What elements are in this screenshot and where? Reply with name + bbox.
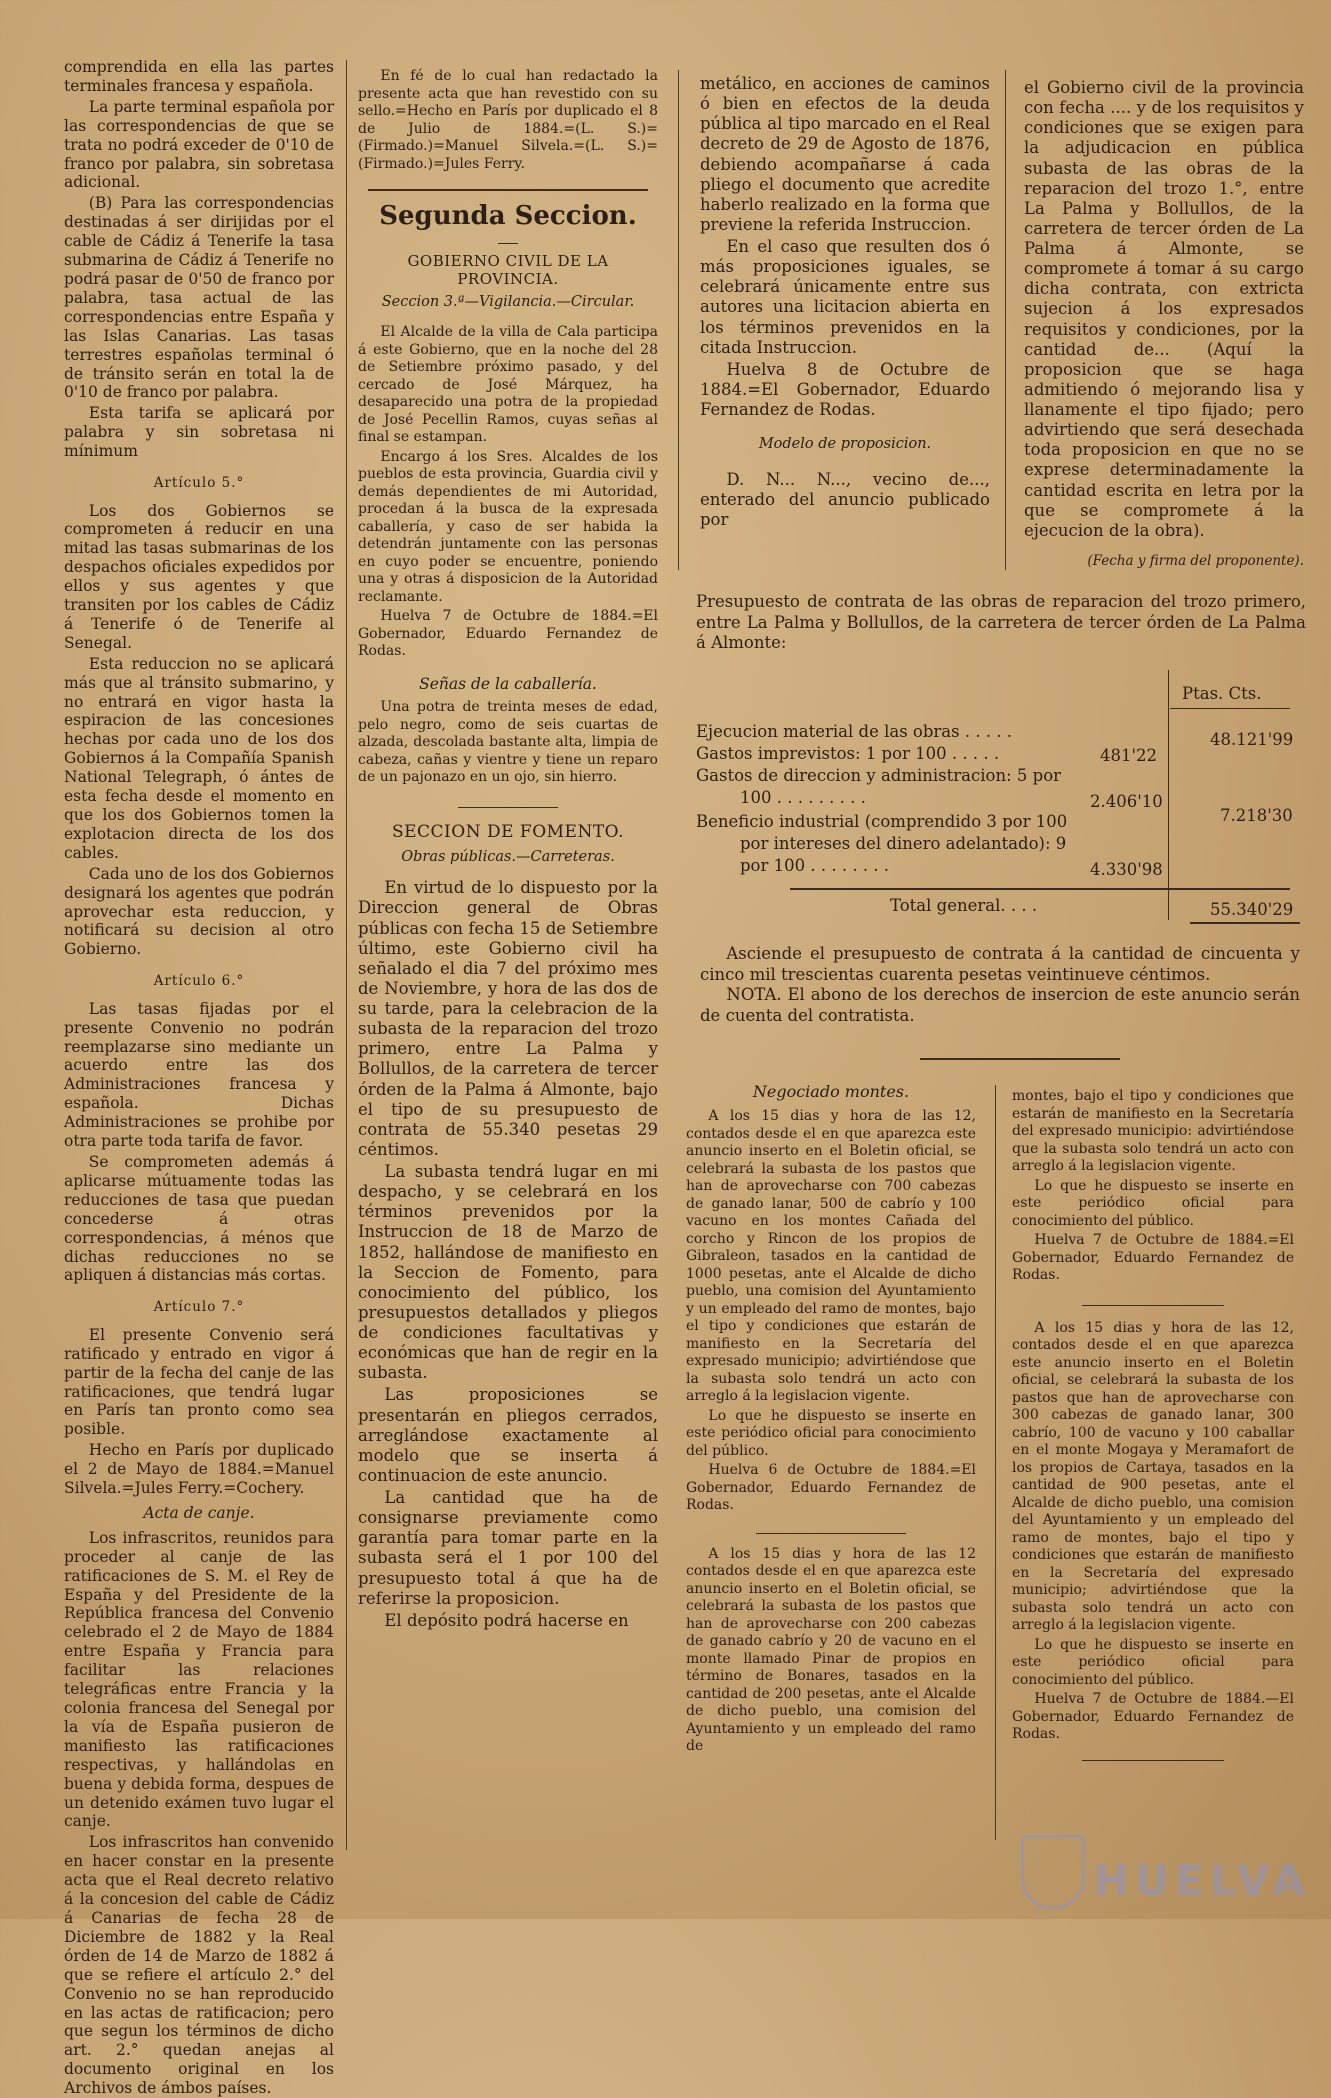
paragraph: Presupuesto de contrata de las obras de reparacion del trozo primero, entre La Palma y Bollullos, de la carretera de tercer órden de La Palma á Almonte: xyxy=(696,592,1306,653)
paragraph: A los 15 dias y hora de las 12, contados desde el en que aparezca este anuncio inserto en el Boletin oficial, se celebrará la subasta de los pastos que han de aprovecharse con 700 cabezas de ganado lanar, 500 de cabrío y 100 vacuno en los montes Cañada del corcho y Rincon de los propios de Gibraleon, tasados en la cantidad de 1000 pesetas, ante el Alcalde de dicho pueblo, una comision del Ayuntamiento y un empleado del ramo de montes, bajo el tipo y condiciones que estarán de manifiesto en la Secretaría del expresado municipio; advirtiéndose que la subasta solo tendrá un acto con arreglo á la legislacion vigente. xyxy=(686,1108,976,1404)
section-title: Modelo de proposicion. xyxy=(758,436,932,453)
paragraph: A los 15 dias y hora de las 12 contados desde el en que aparezca este anuncio inserto en el Boletin oficial, se celebrará la subasta de los pastos que han de aprovecharse con 200 cabezas de ganado cabrío y 20 de vacuno en el monte llamado Pinar de propios en término de Bonares, tasados en la cantidad de 200 pesetas, ante el Alcalde de dicho pueblo, una comision del Ayuntamiento y un empleado del ramo de xyxy=(686,1545,976,1754)
column-rule xyxy=(678,70,679,570)
paragraph: Huelva 7 de Octubre de 1884.=El Gobernador, Eduardo Fernandez de Rodas. xyxy=(358,608,658,659)
montes-column-left xyxy=(686,1082,976,1756)
table-header: Ptas. Cts. xyxy=(1182,684,1262,703)
total-value: 55.340'29 xyxy=(1210,900,1294,919)
table-row: Ejecucion material de las obras . . . . . xyxy=(696,722,1013,741)
paragraph: Huelva 8 de Octubre de 1884.=El Gobernador, Eduardo Fernandez de Rodas. xyxy=(700,359,990,419)
paragraph: el Gobierno civil de la provincia con fecha .... y de los requisitos y condiciones que se exigen para la adjudicacion en pública subasta de las obras de la reparacion del trozo 1.°, entre La Palma y Bollullos, de la carretera de tercer órden de La Palma á Almonte, se compromete á tomar á su cargo dicha contrata, con extricta sujecion á los expresados requisitos y condiciones, por la cantidad de... (Aquí la proposicion que se haga admitiendo ó mejorando lisa y llanamente el tipo fijado; pero advirtiendo que será desechada toda proposicion en que no se exprese determinadamente la cantidad escrita en letra por la que se compromete á la ejecucion de la obra). xyxy=(1024,78,1304,540)
paragraph: A los 15 dias y hora de las 12, contados desde el en que aparezca este anuncio inserto en el Boletin oficial, se celebrará la subasta de los pastos que han de aprovecharse con 300 cabezas de ganado lanar, 300 cabrío, 100 de vacuno y 100 caballar en el monte Mogaya y Meramafort de los propios de Cartaya, tasados en la cantidad de 900 pesetas, ante el Alcalde de dicho pueblo, una comision del Ayuntamiento y un empleado del ramo de montes, bajo el tipo y condiciones que estarán de manifiesto en la Secretaría del expresado municipio; advirtiéndose que la subasta solo tendrá un acto con arreglo á la legislacion vigente. xyxy=(1012,1319,1294,1633)
shield-icon xyxy=(1021,1835,1085,1909)
paragraph: Huelva 7 de Octubre de 1884.=El Gobernador, Eduardo Fernandez de Rodas. xyxy=(1012,1232,1294,1283)
table-row: por intereses del dinero adelantado): 9 xyxy=(740,834,1067,853)
article-heading: Artículo 5.° xyxy=(153,475,245,492)
paragraph: Los dos Gobiernos se comprometen á reducir en una mitad las tasas submarinas de los despachos oficiales expedidos por ellos y sus agentes y que transiten por los cables de Cádiz á Tenerife ó de Tenerife al Senegal. xyxy=(64,501,334,652)
paragraph: En el caso que resulten dos ó más proposiciones iguales, se celebrará únicamente entre sus autores una licitacion abierta en los términos prevenidos en la citada Instruccion. xyxy=(700,237,990,357)
table-cell: 48.121'99 xyxy=(1210,730,1294,749)
column-2 xyxy=(358,68,658,1631)
column-4 xyxy=(1024,78,1304,569)
library-stamp xyxy=(1011,1835,1311,1905)
budget-notes xyxy=(700,944,1300,1027)
section-title: Negociado montes. xyxy=(752,1082,910,1101)
paragraph: comprendida en ella las partes terminales francesa y española. xyxy=(64,58,334,95)
paragraph: En virtud de lo dispuesto por la Direccion general de Obras públicas con fecha 15 de Setiembre último, este Gobierno civil ha señalado el dia 7 del próximo mes de Noviembre, y hora de las dos de su tarde, para la celebracion de la subasta de la reparacion del trozo primero, entre La Palma y Bollullos, de la carretera de tercer órden de la Palma á Almonte, bajo el tipo de su presupuesto de contrata de 55.340 pesetas 29 céntimos. xyxy=(358,878,658,1159)
paragraph: El presente Convenio será ratificado y entrado en vigor á partir de la fecha del canje de las ratificaciones, que tendrá lugar en París tan pronto como sea posible. xyxy=(64,1325,334,1439)
section-title: Señas de la caballería. xyxy=(419,674,597,693)
paragraph: Cada uno de los dos Gobiernos designará los agentes que podrán aprovechar esta reduccion, y notificará su decision al otro Gobierno. xyxy=(64,864,334,959)
paragraph: El Alcalde de la villa de Cala participa á este Gobierno, que en la noche del 28 de Setiembre próximo pasado, y del cercado de José Márquez, ha desaparecido una potra de la propiedad de José Pecellin Ramos, cuyas señas al final se estampan. xyxy=(358,324,658,445)
paragraph: Los infrascritos han convenido en hacer constar en la presente acta que el Real decreto relativo á la concesion del cable de Cádiz á Canarias de fecha 28 de Diciembre de 1882 y la Real órden de 14 de Marzo de 1882 á que se refiere el artículo 2.° del Convenio no se han reproducido en las actas de ratificacion; pero que segun los términos de dicho art. 2.° quedan anejas al documento original en los Archivos de ámbos países. xyxy=(64,1833,334,2098)
paragraph: montes, bajo el tipo y condiciones que estarán de manifiesto en la Secretaría del expresado municipio: advirtiéndose que la subasta solo tendrá un acto con arreglo á la legislacion vigente. xyxy=(1012,1088,1294,1174)
paragraph: Una potra de treinta meses de edad, pelo negro, como de seis cuartas de alzada, descolada bastante alta, limpia de cabeza, cañas y vientre y tiene un reparo de un pajonazo en un ojo, sin hierro. xyxy=(358,699,658,786)
paragraph: (B) Para las correspondencias destinadas á ser dirijidas por el cable de Cádiz á Tenerife la tasa submarina de Cádiz á Tenerife no podrá pasar de 0'50 de franco por palabra, tasa actual de las correspondencias entre España y las Islas Canarias. Las tasas terrestres españolas terminal ó de tránsito serán en total la de 0'10 de franco por palabra. xyxy=(64,194,334,402)
column-3 xyxy=(700,74,990,530)
table-cell: 2.406'10 xyxy=(1090,792,1163,811)
table-row: por 100 . . . . . . . . xyxy=(740,856,890,875)
total-label: Total general. . . . xyxy=(890,896,1038,915)
section-heading: SECCION DE FOMENTO. xyxy=(391,821,625,842)
divider xyxy=(1082,1760,1224,1761)
paragraph: Encargo á los Sres. Alcaldes de los pueblos de esta provincia, Guardia civil y demás dependientes de mi Autoridad, procedan á la busca de la expresada caballería, y caso de ser habida la detendrán juntamente con las personas en cuyo poder se encuentre, poniendo una y otras á disposicion de la Autoridad reclamante. xyxy=(358,448,658,605)
paragraph: metálico, en acciones de caminos ó bien en efectos de la deuda pública al tipo marcado en el Real decreto de 29 de Agosto de 1876, debiendo acompañarse á cada pliego el documento que acredite haberlo realizado en la forma que previene la referida Instruccion. xyxy=(700,74,990,234)
divider xyxy=(1190,922,1300,924)
paragraph: Huelva 6 de Octubre de 1884.=El Gobernador, Eduardo Fernandez de Rodas. xyxy=(686,1462,976,1513)
table-row: Gastos de direccion y administracion: 5 por xyxy=(696,766,1062,785)
section-subheading: Obras públicas.—Carreteras. xyxy=(401,848,615,865)
table-cell: 481'22 xyxy=(1100,746,1158,765)
divider xyxy=(790,888,1290,890)
column-rule xyxy=(346,60,347,1850)
paragraph: Las proposiciones se presentarán en pliegos cerrados, arreglándose exactamente al modelo que se inserta á continuacion de este anuncio. xyxy=(358,1385,658,1485)
column-1 xyxy=(64,58,334,2098)
budget-table xyxy=(690,670,1310,930)
paragraph: Esta tarifa se aplicará por palabra y sin sobretasa ni mínimum xyxy=(64,404,334,461)
brace xyxy=(1168,670,1169,920)
table-row: 100 . . . . . . . . . xyxy=(740,788,866,807)
paragraph: Asciende el presupuesto de contrata á la cantidad de cincuenta y cinco mil trescientas cuarenta pesetas veintinueve céntimos. xyxy=(700,944,1300,984)
section-subheading: Seccion 3.ª—Vigilancia.—Circular. xyxy=(381,294,635,311)
paragraph: Se comprometen además á aplicarse mútuamente todas las reducciones de tasa que puedan concederse á otras correspondencias, á ménos que dichas reducciones no se apliquen á distancias más cortas. xyxy=(64,1152,334,1285)
paragraph: Huelva 7 de Octubre de 1884.—El Gobernador, Eduardo Fernandez de Rodas. xyxy=(1012,1691,1294,1742)
table-row: Gastos imprevistos: 1 por 100 . . . . . xyxy=(696,744,1000,763)
paragraph: Lo que he dispuesto se inserte en este periódico oficial para conocimiento del público. xyxy=(1012,1636,1294,1688)
paragraph: Esta reduccion no se aplicará más que al tránsito submarino, y no entrará en vigor hasta la espiracion de las concesiones hechas por cada uno de los dos Gobiernos á la Compañía Spanish National Telegraph, ó ántes de esta fecha desde el momento en que los dos Gobiernos tomen la explotacion directa de los dos cables. xyxy=(64,654,334,862)
paragraph: La parte terminal española por las correspondencias de que se trata no podrá exceder de 0'10 de franco por palabra, sin sobretasa adicional. xyxy=(64,97,334,192)
divider xyxy=(368,189,648,191)
paragraph: Lo que he dispuesto se inserte en este periódico oficial para conocimiento del público. xyxy=(1012,1177,1294,1229)
paragraph: Las tasas fijadas por el presente Convenio no podrán reemplazarse sino mediante un acuerdo entre las dos Administraciones francesa y española. Dichas Administraciones se prohibe por otra parte toda tarifa de favor. xyxy=(64,999,334,1151)
paragraph: Hecho en París por duplicado el 2 de Mayo de 1884.=Manuel Silvela.=Jules Ferry.=Cochery. xyxy=(64,1441,334,1498)
paragraph: D. N... N..., vecino de..., enterado del anuncio publicado por xyxy=(700,469,990,530)
divider xyxy=(756,1533,906,1534)
table-row: Beneficio industrial (comprendido 3 por 100 xyxy=(696,812,1068,831)
montes-column-right xyxy=(1012,1088,1294,1761)
column-rule xyxy=(995,1085,996,1840)
divider xyxy=(498,243,518,244)
column-rule xyxy=(1005,70,1006,570)
divider xyxy=(1170,708,1290,709)
stamp-text: HUELVA xyxy=(1093,1856,1311,1905)
paragraph: La cantidad que ha de consignarse previamente como garantía para tomar parte en la subasta será el 1 por 100 del presupuesto total á que ha de referirse la proposicion. xyxy=(358,1488,658,1608)
section-title: Segunda Seccion. xyxy=(379,201,637,231)
paragraph: El depósito podrá hacerse en xyxy=(384,1610,629,1630)
divider xyxy=(458,807,558,808)
paragraph: Los infrascritos, reunidos para proceder al canje de las ratificaciones de S. M. el Rey de España y del Presidente de la República francesa del Convenio celebrado el 2 de Mayo de 1884 entre España y Francia para facilitar las relaciones telegráficas entre Francia y la colonia francesa del Senegal por la vía de España pusieron de manifiesto las ratificaciones respectivas, y hallándolas en buena y debida forma, despues de un detenido exámen tuvo lugar el canje. xyxy=(64,1528,334,1831)
article-heading: Artículo 6.° xyxy=(153,973,245,990)
signature-note: (Fecha y firma del proponente). xyxy=(1087,552,1304,569)
paragraph: NOTA. El abono de los derechos de insercion de este anuncio serán de cuenta del contratista. xyxy=(700,985,1300,1025)
section-title: Acta de canje. xyxy=(143,1503,255,1522)
article-heading: Artículo 7.° xyxy=(153,1299,245,1316)
paragraph: Lo que he dispuesto se inserte en este periódico oficial para conocimiento del público. xyxy=(686,1407,976,1459)
budget-title xyxy=(696,592,1306,654)
divider xyxy=(920,1058,1120,1060)
table-cell: 4.330'98 xyxy=(1090,860,1163,879)
paragraph: En fé de lo cual han redactado la presente acta que han revestido con su sello.=Hecho en París por duplicado el 8 de Julio de 1884.=(L. S.)=(Firmado.)=Manuel Silvela.=(L. S.)=(Firmado.)=Jules Ferry. xyxy=(358,68,658,172)
divider xyxy=(1082,1305,1224,1306)
paragraph: La subasta tendrá lugar en mi despacho, y se celebrará en los términos prevenidos por la Instruccion de 18 de Marzo de 1852, hallándose de manifiesto en la Seccion de Fomento, para conocimiento del público, los presupuestos detallados y pliegos de condiciones facultativas y económicas que han de regir en la subasta. xyxy=(358,1162,658,1383)
section-heading: GOBIERNO CIVIL DE LA PROVINCIA. xyxy=(407,251,609,289)
table-cell: 7.218'30 xyxy=(1220,806,1293,825)
